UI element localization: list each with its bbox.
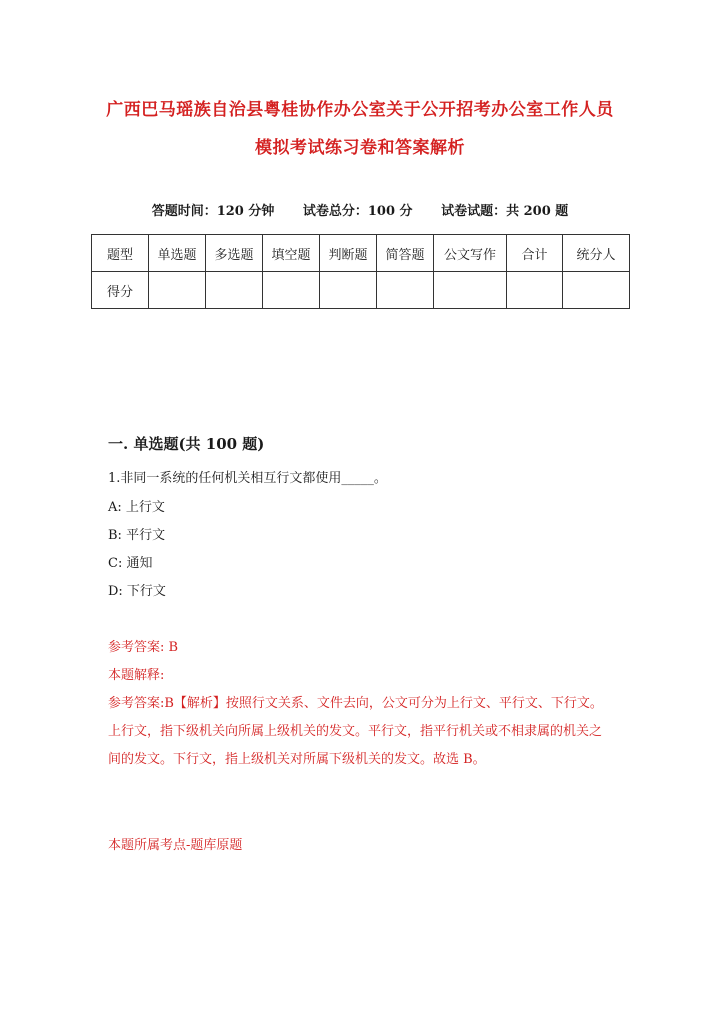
option-d: D: 下行文	[108, 584, 166, 599]
score-table-score-row	[92, 272, 630, 309]
exam-time: 答题时间：120 分钟	[151, 204, 275, 219]
question-source: 本题所属考点-题库原题	[108, 838, 243, 853]
score-table	[91, 234, 630, 309]
score-cell	[263, 272, 320, 309]
doc-title-line-1: 广西巴马瑶族自治县粤桂协作办公室关于公开招考办公室工作人员	[106, 100, 614, 120]
score-cell	[149, 272, 206, 309]
score-cell	[434, 272, 507, 309]
explanation-label: 本题解释:	[108, 668, 165, 683]
section-title: 一. 单选题(共 100 题)	[108, 435, 265, 453]
doc-title-line-2: 模拟考试练习卷和答案解析	[255, 138, 465, 158]
header-cell: 题型	[92, 235, 149, 272]
score-cell	[563, 272, 630, 309]
header-cell: 合计	[507, 235, 563, 272]
score-cell	[507, 272, 563, 309]
header-cell: 判断题	[320, 235, 377, 272]
score-cell	[377, 272, 434, 309]
header-cell: 简答题	[377, 235, 434, 272]
exam-meta	[0, 200, 720, 219]
header-cell: 单选题	[149, 235, 206, 272]
option-c: C: 通知	[108, 556, 153, 571]
explanation-text: 参考答案:B【解析】按照行文关系、文件去向，公文可分为上行文、平行文、下行文。上行文，指下级机关向所属上级机关的发文。平行文，指平行机关或不相隶属的机关之间的发文。下行文，指上级机关对所属下级机关的发文。故选 B。	[108, 696, 603, 767]
exam-question-count: 试卷试题：共 200 题	[441, 204, 569, 219]
option-a: A: 上行文	[108, 500, 165, 515]
question-stem: 1.非同一系统的任何机关相互行文都使用_____。	[108, 471, 387, 486]
score-cell	[206, 272, 263, 309]
header-cell: 填空题	[263, 235, 320, 272]
exam-total-score: 试卷总分：100 分	[302, 204, 413, 219]
header-cell: 公文写作	[434, 235, 507, 272]
header-cell: 多选题	[206, 235, 263, 272]
header-cell: 统分人	[563, 235, 630, 272]
option-b: B: 平行文	[108, 528, 166, 543]
reference-answer: 参考答案: B	[108, 640, 179, 655]
score-cell	[320, 272, 377, 309]
score-table-header-row	[92, 235, 630, 272]
row-label-cell: 得分	[92, 272, 149, 309]
